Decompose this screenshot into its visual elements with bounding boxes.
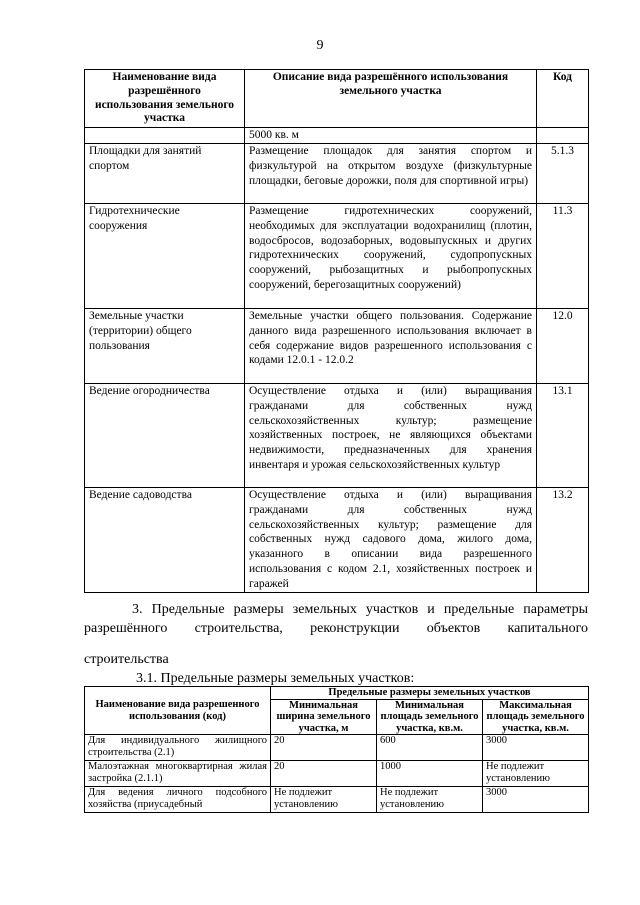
header-use-type-name: Наименование вида разрешённого использования земельного участка bbox=[85, 70, 245, 128]
table-row bbox=[85, 308, 589, 383]
max-area-value: 3000 bbox=[483, 787, 589, 813]
use-type-name: Для индивидуального жилищного строительства (2.1) bbox=[85, 735, 271, 761]
use-type-description: Осуществление отдыха и (или) выращивания гражданами для собственных нужд сельскохозяйственных культур; размещение хозяйственных построек, не являющихся объектами недвижимости, предназначенных для хранения инвентаря и урожая сельскохозяйственных культур bbox=[245, 383, 537, 487]
table-row bbox=[85, 735, 589, 761]
table-row bbox=[85, 487, 589, 592]
use-type-description: Размещение площадок для занятия спортом и физкультурой на открытом воздухе (физкультурные площадки, беговые дорожки, поля для спортивной игры) bbox=[245, 143, 537, 203]
use-type-code: 13.1 bbox=[537, 383, 589, 487]
use-type-code: 12.0 bbox=[537, 308, 589, 383]
min-area-value: 600 bbox=[377, 735, 483, 761]
min-width-value: 20 bbox=[271, 735, 377, 761]
table-row bbox=[85, 761, 589, 787]
header-size-limits-group: Предельные размеры земельных участков bbox=[271, 687, 589, 700]
use-type-name: Ведение садоводства bbox=[85, 487, 245, 592]
max-area-value: 3000 bbox=[483, 735, 589, 761]
use-type-name: Земельные участки (территории) общего пользования bbox=[85, 308, 245, 383]
table-row-continuation bbox=[85, 128, 589, 144]
table-header-row bbox=[85, 70, 589, 128]
min-area-value: Не подлежит установлению bbox=[377, 787, 483, 813]
table-row bbox=[85, 787, 589, 813]
use-type-description: Размещение гидротехнических сооружений, необходимых для эксплуатации водохранилищ (плотин, водосбросов, водозаборных, водовыпускных и других гидротехнических сооружений, судопропускных сооружений, рыбозащитных и рыбопропускных сооружений, берегозащитных сооружений) bbox=[245, 203, 537, 308]
use-type-description: Земельные участки общего пользования. Содержание данного вида разрешенного использования включает в себя содержание видов разрешенного использования с кодами 12.0.1 - 12.0.2 bbox=[245, 308, 537, 383]
section-3-heading-line3: строительства bbox=[84, 652, 169, 667]
use-type-name: Для ведения личного подсобного хозяйства (приусадебный bbox=[85, 787, 271, 813]
table-row bbox=[85, 203, 589, 308]
table-row bbox=[85, 143, 589, 203]
continuation-text: 5000 кв. м bbox=[245, 128, 537, 144]
section-3-heading-line2: разрешённого строительства, реконструкции объектов капитального bbox=[84, 621, 588, 636]
min-area-value: 1000 bbox=[377, 761, 483, 787]
use-type-code: 11.3 bbox=[537, 203, 589, 308]
section-3-heading bbox=[84, 600, 588, 638]
page-number: 9 bbox=[316, 38, 324, 53]
min-width-value: 20 bbox=[271, 761, 377, 787]
use-type-code: 13.2 bbox=[537, 487, 589, 592]
section-3-heading-line1: 3. Предельные размеры земельных участков и предельные параметры bbox=[132, 602, 588, 617]
min-width-value: Не подлежит установлению bbox=[271, 787, 377, 813]
land-plot-size-limits-table bbox=[84, 686, 589, 813]
table-row bbox=[85, 383, 589, 487]
use-type-description: Осуществление отдыха и (или) выращивания гражданами для собственных нужд сельскохозяйственных культур; размещение для собственных нужд садового дома, жилого дома, указанного в описании вида разрешенного использования с кодом 2.1, хозяйственных построек и гаражей bbox=[245, 487, 537, 592]
land-use-types-table bbox=[84, 69, 589, 593]
use-type-name: Гидротехнические сооружения bbox=[85, 203, 245, 308]
header-use-type-code: Наименование вида разрешенного использования (код) bbox=[85, 687, 271, 735]
use-type-name: Малоэтажная многоквартирная жилая застройка (2.1.1) bbox=[85, 761, 271, 787]
header-use-type-description: Описание вида разрешённого использования земельного участка bbox=[245, 70, 537, 128]
table-header-row bbox=[85, 687, 589, 700]
header-code: Код bbox=[537, 70, 589, 128]
header-min-area: Минимальная площадь земельного участка, кв.м. bbox=[377, 699, 483, 735]
use-type-name: Площадки для занятий спортом bbox=[85, 143, 245, 203]
use-type-code: 5.1.3 bbox=[537, 143, 589, 203]
use-type-name: Ведение огородничества bbox=[85, 383, 245, 487]
header-max-area: Максимальная площадь земельного участка, кв.м. bbox=[483, 699, 589, 735]
max-area-value: Не подлежит установлению bbox=[483, 761, 589, 787]
header-min-width: Минимальная ширина земельного участка, м bbox=[271, 699, 377, 735]
section-3-1-heading: 3.1. Предельные размеры земельных участков: bbox=[136, 671, 415, 686]
